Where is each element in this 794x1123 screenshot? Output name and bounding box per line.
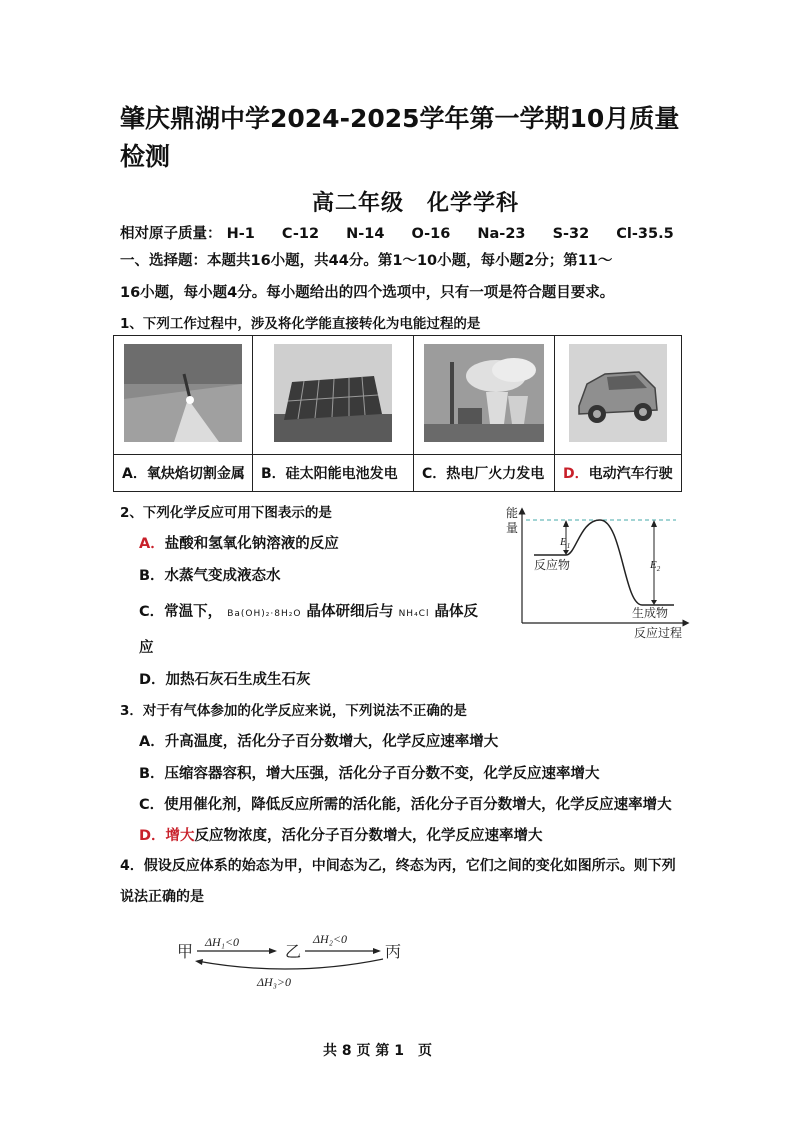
electric-car-photo-icon — [569, 344, 667, 442]
page-title: 肇庆鼎湖中学2024-2025学年第一学期10月质量检测 — [120, 104, 680, 171]
page-footer: 共 8 页 第 1 页 — [323, 1043, 432, 1059]
formula-ba-oh: Ba(OH)₂·8H₂O — [227, 609, 302, 619]
option-text: 反应物浓度，活化分子百分数增大，化学反应速率增大 — [194, 828, 543, 844]
formula-nh4cl: NH₄Cl — [398, 609, 430, 619]
power-plant-photo-icon — [424, 344, 544, 442]
option-letter: A． — [122, 466, 147, 482]
energy-profile-diagram — [504, 505, 694, 645]
option-letter: B． — [261, 466, 286, 482]
option-text: 热电厂火力发电 — [446, 466, 545, 482]
dh3-label: ΔH₃>0 — [257, 975, 291, 989]
q1-image-cell-a — [114, 336, 253, 455]
q3-option-c: C．使用催化剂，降低反应所需的活化能，活化分子百分数增大，化学反应速率增大 — [139, 797, 672, 813]
page-subtitle: 高二年级 化学学科 — [312, 191, 520, 216]
q4-stem-line2: 说法正确的是 — [120, 889, 204, 905]
option-letter: D． — [563, 466, 589, 482]
atomic-mass-label: 相对原子质量： — [120, 226, 222, 242]
e1-label: $E_1$ — [560, 536, 571, 550]
option-letter: A． — [139, 536, 165, 552]
q1-option-a — [114, 455, 253, 492]
q1-options-table — [113, 335, 682, 492]
option-text: 氧炔焰切割金属 — [146, 466, 245, 482]
y-axis-label-2: 量 — [506, 521, 519, 535]
state-bing: 丙 — [385, 944, 402, 961]
option-letter: C． — [422, 466, 447, 482]
reactant-label: 反应物 — [534, 558, 571, 572]
product-label: 生成物 — [632, 606, 669, 620]
q3-stem: 3．对于有气体参加的化学反应来说，下列说法不正确的是 — [120, 703, 467, 719]
q2-option-d: D．加热石灰石生成生石灰 — [139, 672, 311, 688]
option-text: 晶体反 — [434, 604, 479, 620]
q1-option-d — [555, 455, 682, 492]
option-text: 硅太阳能电池发电 — [285, 466, 398, 482]
atomic-mass-item: O-16 — [411, 226, 451, 242]
q2-option-b: B．水蒸气变成液态水 — [139, 568, 281, 584]
q3-option-a: A．升高温度，活化分子百分数增大，化学反应速率增大 — [139, 734, 499, 750]
q4-stem-line1: 4．假设反应体系的始态为甲，中间态为乙，终态为丙，它们之间的变化如图所示。则下列 — [120, 858, 676, 874]
atomic-mass-item: N-14 — [346, 226, 385, 242]
q3-option-b: B．压缩容器容积，增大压强，活化分子百分数不变，化学反应速率增大 — [139, 766, 600, 782]
dh1-label: ΔH₁<0 — [205, 935, 239, 949]
q1-stem: 1、下列工作过程中，涉及将化学能直接转化为电能过程的是 — [120, 316, 481, 332]
state-yi: 乙 — [285, 944, 302, 961]
atomic-mass-item: S-32 — [552, 226, 590, 242]
option-text: C．常温下， — [139, 604, 223, 620]
q1-option-b — [253, 455, 414, 492]
q2-option-c — [139, 600, 478, 621]
section-instructions-line1: 一、选择题：本题共16小题，共44分。第1～10小题，每小题2分；第11～ — [120, 253, 613, 269]
dh2-label: ΔH₂<0 — [313, 932, 347, 946]
atomic-mass-line — [120, 222, 696, 243]
q2-option-a — [139, 532, 339, 553]
q1-image-cell-d — [555, 336, 682, 455]
option-letter: D．增大 — [139, 828, 195, 844]
enthalpy-cycle-diagram — [175, 928, 415, 994]
option-text: 盐酸和氢氧化钠溶液的反应 — [164, 536, 339, 552]
option-text: 电动汽车行驶 — [588, 466, 673, 482]
q1-image-cell-b — [253, 336, 414, 455]
q1-option-c — [414, 455, 555, 492]
atomic-mass-item: Cl-35.5 — [616, 226, 674, 242]
q1-image-cell-c — [414, 336, 555, 455]
solar-panel-photo-icon — [274, 344, 392, 442]
x-axis-label: 反应过程 — [634, 626, 683, 640]
q3-option-d — [139, 824, 543, 845]
e2-label: $E_2$ — [650, 559, 661, 573]
state-jia: 甲 — [177, 944, 194, 961]
atomic-mass-item: C-12 — [281, 226, 320, 242]
y-axis-label-1: 能 — [506, 506, 519, 520]
atomic-mass-item: H-1 — [226, 226, 255, 242]
atomic-mass-item: Na-23 — [477, 226, 526, 242]
q2-option-c-cont: 应 — [139, 640, 154, 656]
welding-photo-icon — [124, 344, 242, 442]
option-text: 晶体研细后与 — [306, 604, 394, 620]
q2-stem: 2、下列化学反应可用下图表示的是 — [120, 505, 332, 521]
section-instructions-line2: 16小题，每小题4分。每小题给出的四个选项中，只有一项是符合题目要求。 — [120, 285, 615, 301]
atomic-mass-items — [227, 226, 696, 242]
